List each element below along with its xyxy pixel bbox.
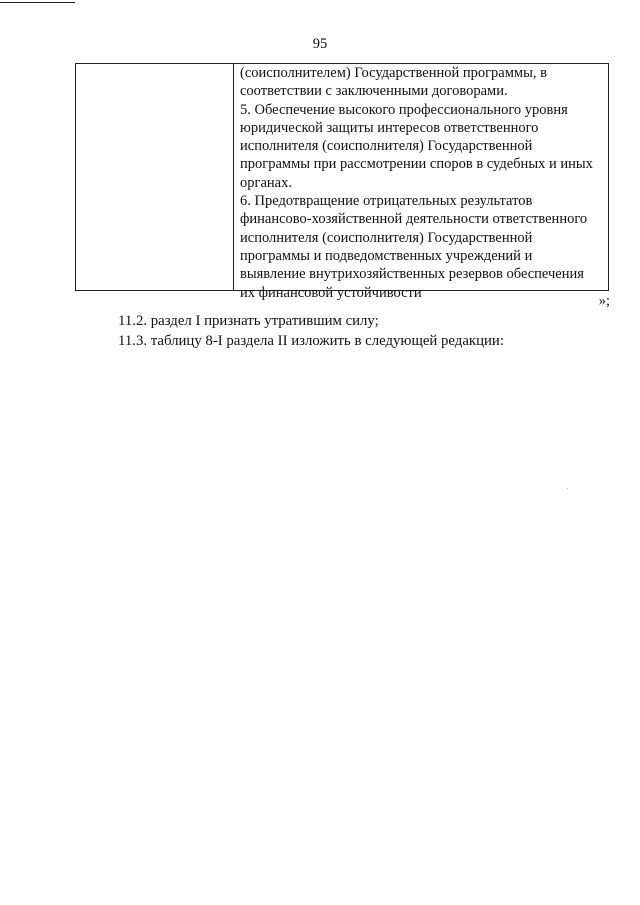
table-cell-line: 5. Обеспечение высокого профессионального уровня [240, 101, 568, 118]
header-rule [0, 2, 75, 3]
table-cell-line: 6. Предотвращение отрицательных результатов [240, 193, 533, 210]
table-cell-line: органах. [240, 174, 292, 191]
table-cell-line: их финансовой устойчивости [240, 284, 422, 301]
table-cell-right [234, 64, 608, 301]
closing-quote-mark: »; [598, 293, 610, 309]
table-cell-line: программы при рассмотрении споров в судебных и иных [240, 156, 593, 173]
page-number: 95 [312, 36, 328, 52]
table-cell-line: юридической защиты интересов ответственного [240, 119, 539, 136]
table-cell-line: финансово-хозяйственной деятельности ответственного [240, 211, 588, 228]
table-cell-line: исполнителя (соисполнителя) Государственной [240, 229, 533, 246]
table-cell-line: исполнителя (соисполнителя) Государственной [240, 138, 533, 155]
table-cell-line: соответствии с заключенными договорами. [240, 83, 508, 100]
content-table [75, 63, 609, 301]
table-cell-line: (соисполнителем) Государственной программы, в [240, 65, 547, 81]
paragraph-11-3: 11.3. таблицу 8-I раздела II изложить в следующей редакции: [118, 333, 504, 349]
table-cell-line: выявление внутрихозяйственных резервов обеспечения [240, 266, 584, 283]
scan-artifact [567, 488, 568, 489]
table-cell-line: программы и подведомственных учреждений и [240, 247, 533, 264]
table-cell-left [76, 64, 234, 290]
paragraph-11-2: 11.2. раздел I признать утратившим силу; [118, 313, 379, 329]
